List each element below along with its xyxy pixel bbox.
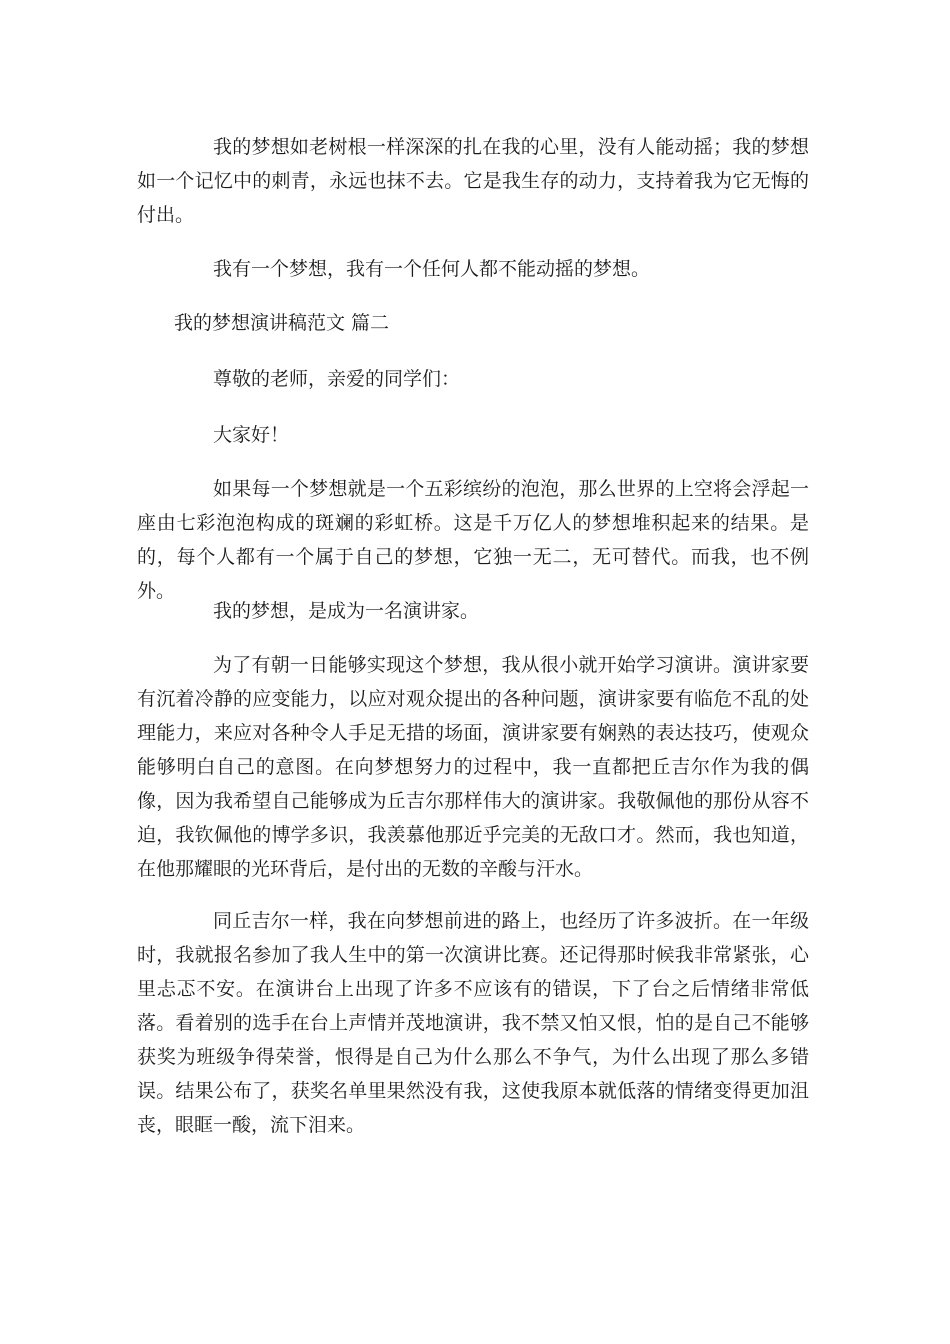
paragraph-salutation: 尊敬的老师，亲爱的同学们：	[213, 368, 461, 390]
paragraph-learning-speech: 为了有朝一日能够实现这个梦想，我从很小就开始学习演讲。演讲家要有沉着冷静的应变能力，以应对观众提出的各种问题，演讲家要有临危不乱的处理能力，来应对各种令人手足无措的场面，演讲家要有娴熟的表达技巧，使观众能够明白自己的意图。在向梦想努力的过程中，我一直都把丘吉尔作为我的偶像，因为我希望自己能够成为丘吉尔那样伟大的演讲家。我敬佩他的那份从容不迫，我钦佩他的博学多识，我羡慕他那近乎完美的无敌口才。然而，我也知道，在他那耀眼的光环背后，是付出的无数的辛酸与汗水。	[137, 654, 809, 880]
paragraph-greeting: 大家好！	[213, 424, 290, 446]
section-heading: 我的梦想演讲稿范文 篇二	[174, 312, 390, 334]
paragraph-dream-roots: 我的梦想如老树根一样深深的扎在我的心里，没有人能动摇；我的梦想如一个记忆中的刺青，永远也抹不去。它是我生存的动力，支持着我为它无悔的付出。	[137, 136, 809, 226]
paragraph-first-contest: 同丘吉尔一样，我在向梦想前进的路上，也经历了许多波折。在一年级时，我就报名参加了我人生中的第一次演讲比赛。还记得那时候我非常紧张，心里忐忑不安。在演讲台上出现了许多不应该有的错误，下了台之后情绪非常低落。看着别的选手在台上声情并茂地演讲，我不禁又怕又恨，怕的是自己不能够获奖为班级争得荣誉，恨得是自己为什么那么不争气，为什么出现了那么多错误。结果公布了，获奖名单里果然没有我，这使我原本就低落的情绪变得更加沮丧，眼眶一酸，流下泪来。	[137, 910, 809, 1136]
paragraph-my-dream: 我的梦想，是成为一名演讲家。	[213, 600, 480, 622]
paragraph-bubbles: 如果每一个梦想就是一个五彩缤纷的泡泡，那么世界的上空将会浮起一座由七彩泡泡构成的斑斓的彩虹桥。这是千万亿人的梦想堆积起来的结果。是的，每个人都有一个属于自己的梦想，它独一无二，无可替代。而我，也不例外。	[137, 478, 809, 602]
paragraph-dream-unshakable: 我有一个梦想，我有一个任何人都不能动摇的梦想。	[213, 258, 651, 280]
